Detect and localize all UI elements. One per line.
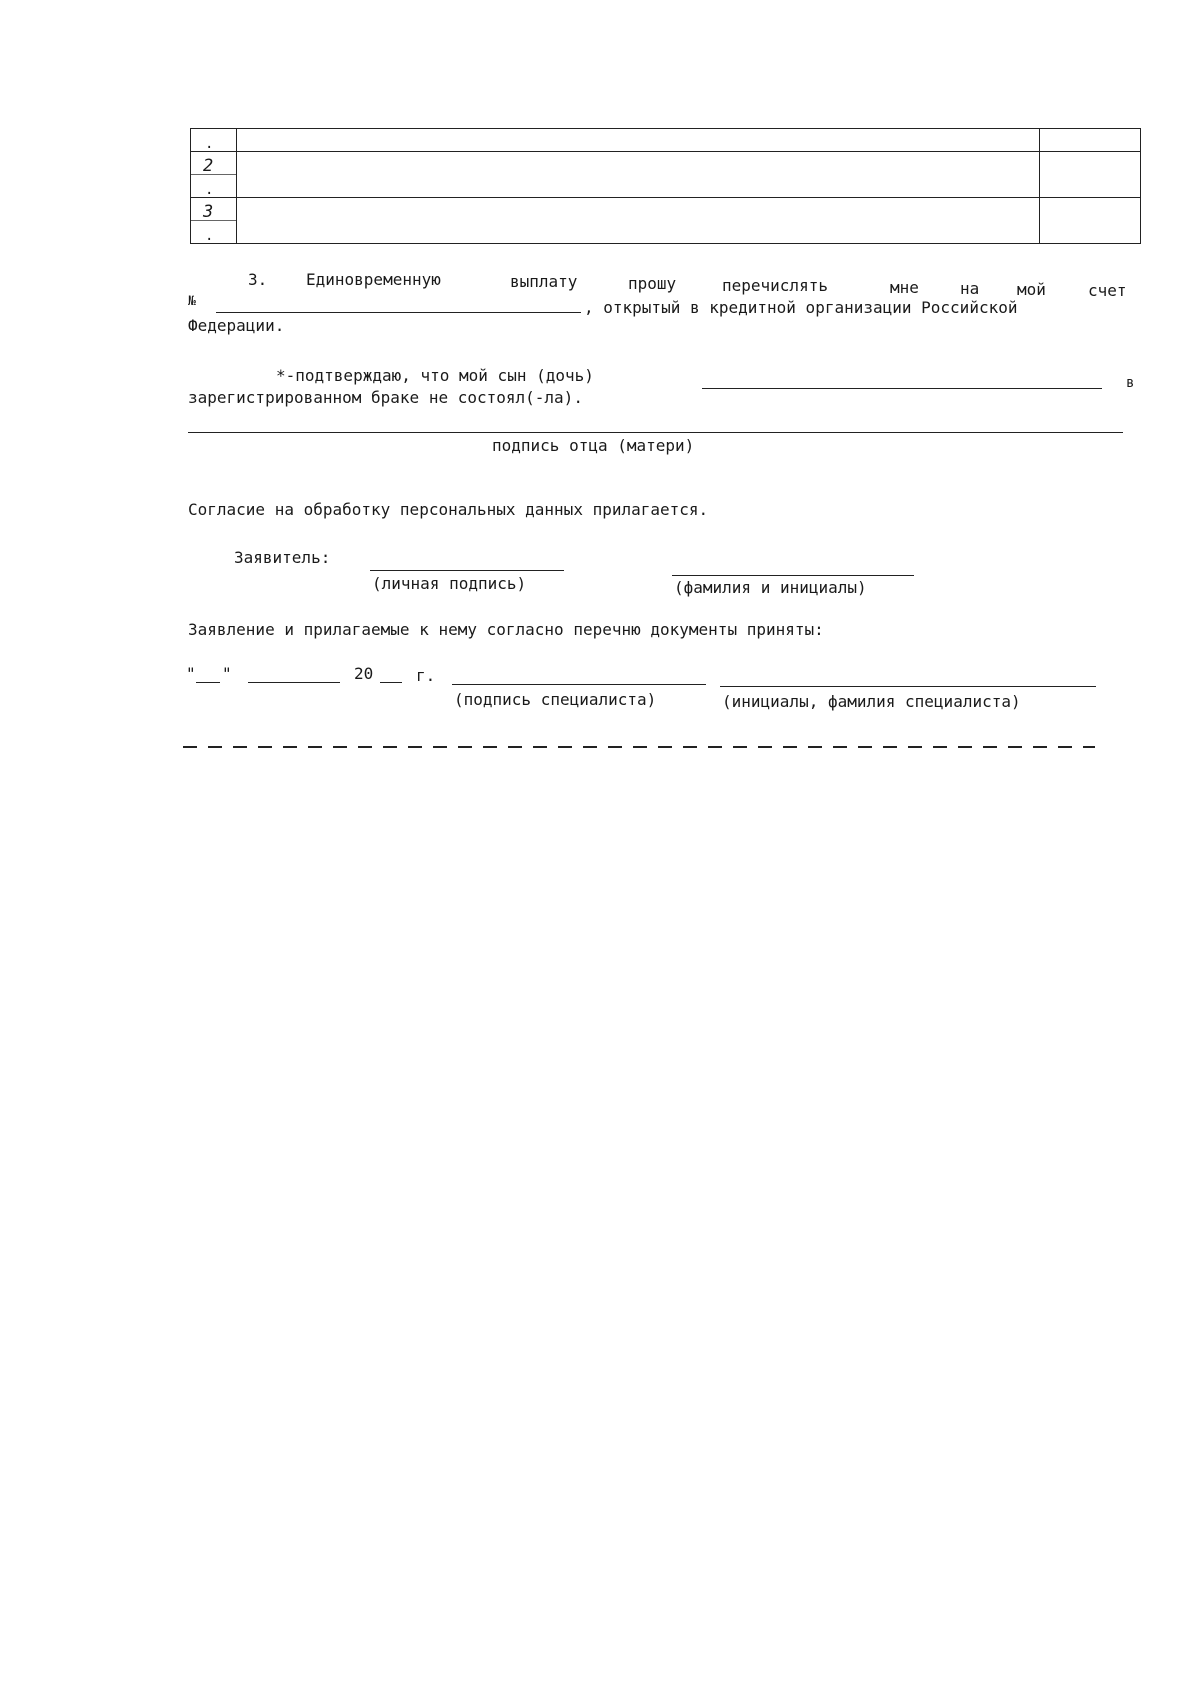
child-name-blank — [702, 388, 1102, 389]
parent-signature-line — [188, 432, 1123, 433]
year-prefix: 20 — [354, 664, 374, 683]
row-number-cell — [191, 198, 237, 244]
quote-open: " — [186, 664, 196, 683]
account-number-blank — [216, 312, 581, 313]
row-mark: . — [205, 136, 214, 153]
quote-close: " — [222, 664, 232, 683]
p3-word: мне — [890, 278, 919, 297]
table-cell — [237, 129, 1040, 152]
p3-word: перечислять — [722, 276, 828, 295]
p3-number: 3. — [248, 270, 268, 289]
p3-word: счет — [1088, 281, 1127, 300]
confirm-text-2: зарегистрированном браке не состоял(-ла). — [188, 388, 583, 407]
table-row — [191, 198, 1141, 244]
applicant-name-caption: (фамилия и инициалы) — [674, 578, 867, 597]
accepted-text: Заявление и прилагаемые к нему согласно перечню документы приняты: — [188, 620, 824, 639]
p3-line3: Федерации. — [188, 316, 285, 335]
row-number-cell — [191, 152, 237, 198]
confirm-text: *-подтверждаю, что мой сын (дочь) — [276, 366, 594, 385]
applicant-name-line — [672, 575, 914, 576]
specialist-signature-line — [452, 684, 706, 685]
year-suffix: г. — [416, 666, 436, 685]
confirm-v: в — [1126, 375, 1135, 391]
parent-signature-caption: подпись отца (матери) — [492, 436, 695, 455]
row-number: 3 — [203, 202, 214, 222]
table-cell — [1040, 198, 1141, 244]
table-cell — [1040, 152, 1141, 198]
p3-word: Единовременную — [306, 270, 441, 289]
specialist-signature-caption: (подпись специалиста) — [454, 690, 657, 709]
day-blank — [196, 682, 220, 683]
year-blank — [380, 682, 402, 683]
p3-word: мой — [1017, 280, 1046, 299]
p3-word: выплату — [510, 272, 578, 291]
consent-text: Согласие на обработку персональных данных прилагается. — [188, 500, 709, 519]
table-cell — [1040, 129, 1141, 152]
row-mark: . — [205, 228, 214, 245]
applicant-label: Заявитель: — [234, 548, 331, 567]
items-table — [190, 128, 1141, 244]
number-sign: № — [188, 294, 196, 309]
table-row — [191, 152, 1141, 198]
table-cell — [237, 198, 1040, 244]
p3-word: на — [960, 279, 980, 298]
cut-line — [183, 746, 1095, 748]
specialist-name-line — [720, 686, 1096, 687]
p3-account-tail: , открытый в кредитной организации Российской — [584, 298, 1018, 317]
row-number-cell — [191, 129, 237, 152]
row-number: 2 — [203, 156, 214, 176]
month-blank — [248, 682, 340, 683]
specialist-name-caption: (инициалы, фамилия специалиста) — [722, 692, 1021, 711]
applicant-signature-caption: (личная подпись) — [372, 574, 527, 593]
table-cell — [237, 152, 1040, 198]
row-mark: . — [205, 182, 214, 199]
p3-word: прошу — [628, 274, 677, 293]
applicant-signature-line — [370, 570, 564, 571]
table-row — [191, 129, 1141, 152]
